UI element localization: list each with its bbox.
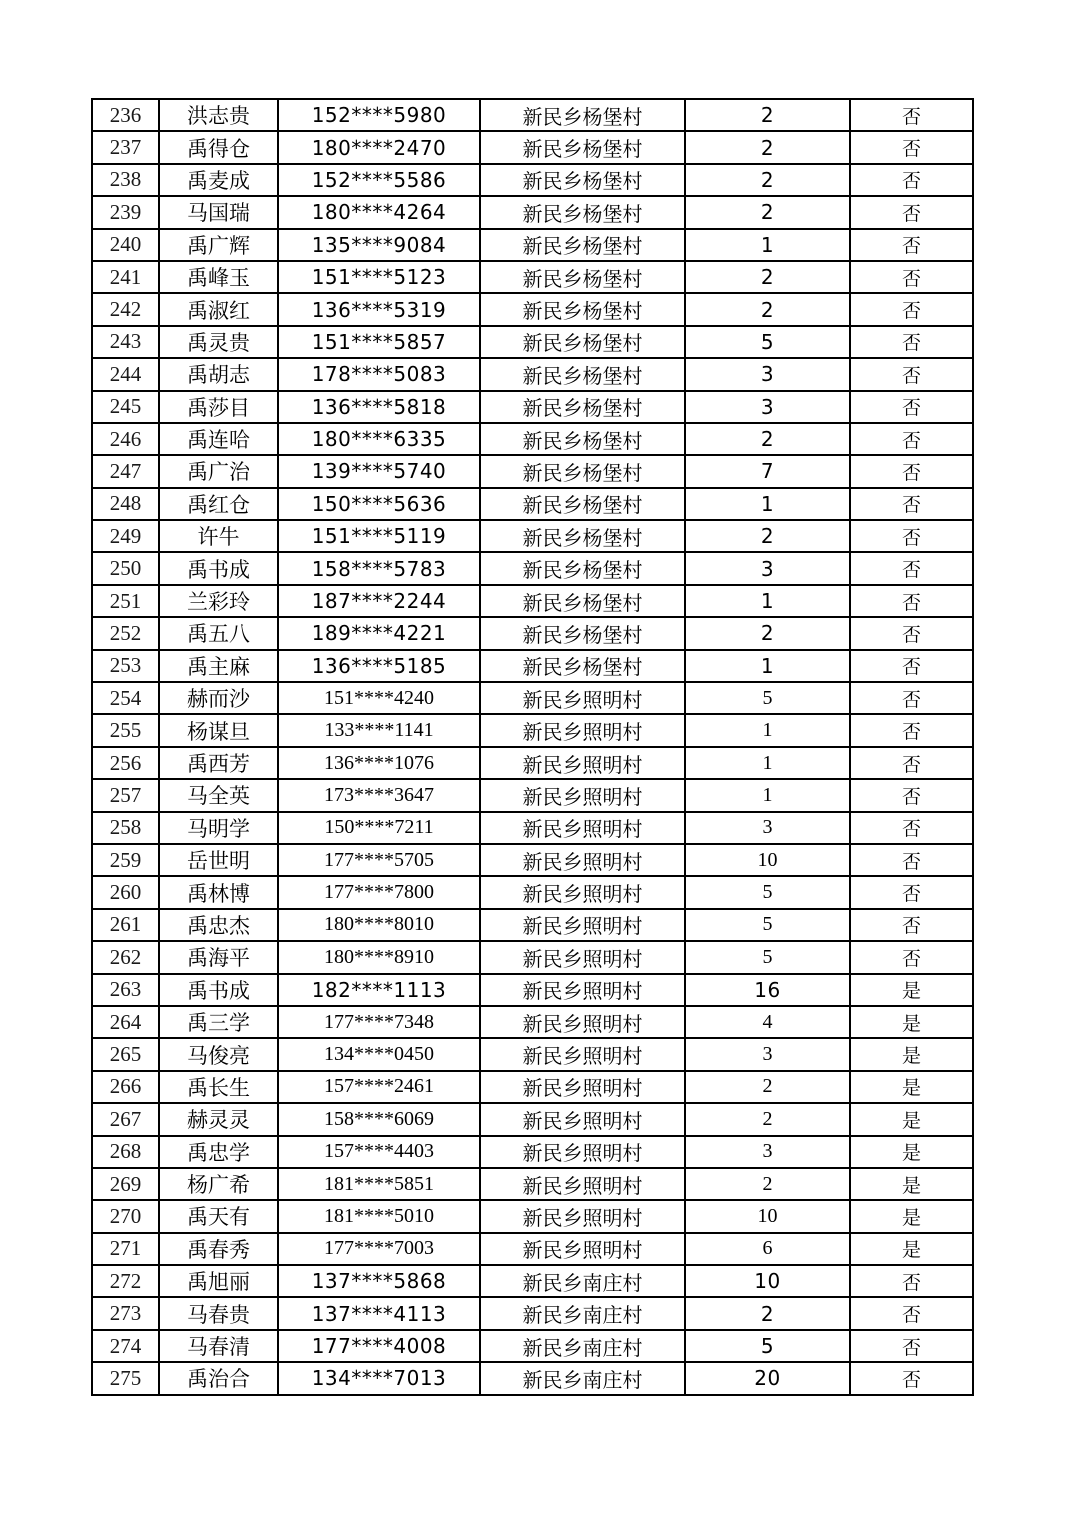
- table-row: [92, 1233, 973, 1265]
- cell-count: 5: [685, 941, 850, 973]
- cell-count: 1: [685, 650, 850, 682]
- cell-person-name: 禹连哈: [159, 423, 278, 455]
- cell-row-number: 254: [92, 682, 159, 714]
- table-row: [92, 293, 973, 325]
- cell-village: 新民乡照明村: [480, 1233, 685, 1265]
- cell-flag: 否: [850, 941, 973, 973]
- cell-row-number: 267: [92, 1103, 159, 1135]
- cell-flag: 否: [850, 326, 973, 358]
- roster-table: [91, 98, 974, 1396]
- cell-flag: 是: [850, 974, 973, 1006]
- cell-flag: 否: [850, 779, 973, 811]
- cell-village: 新民乡杨堡村: [480, 99, 685, 131]
- cell-flag: 是: [850, 1038, 973, 1070]
- cell-person-name: 禹旭丽: [159, 1265, 278, 1297]
- cell-flag: 否: [850, 876, 973, 908]
- table-body: [92, 99, 973, 1395]
- cell-count: 3: [685, 391, 850, 423]
- cell-phone-number: 150****5636: [278, 488, 480, 520]
- cell-village: 新民乡杨堡村: [480, 131, 685, 163]
- cell-person-name: 禹得仓: [159, 131, 278, 163]
- cell-village: 新民乡照明村: [480, 714, 685, 746]
- cell-count: 1: [685, 585, 850, 617]
- cell-phone-number: 136****5818: [278, 391, 480, 423]
- cell-count: 16: [685, 974, 850, 1006]
- cell-phone-number: 134****0450: [278, 1038, 480, 1070]
- cell-person-name: 禹春秀: [159, 1233, 278, 1265]
- cell-count: 6: [685, 1233, 850, 1265]
- cell-row-number: 240: [92, 229, 159, 261]
- table-row: [92, 779, 973, 811]
- cell-village: 新民乡照明村: [480, 1038, 685, 1070]
- cell-flag: 否: [850, 714, 973, 746]
- cell-row-number: 257: [92, 779, 159, 811]
- cell-person-name: 禹淑红: [159, 293, 278, 325]
- cell-count: 3: [685, 1038, 850, 1070]
- cell-village: 新民乡杨堡村: [480, 617, 685, 649]
- cell-flag: 否: [850, 391, 973, 423]
- cell-phone-number: 177****7003: [278, 1233, 480, 1265]
- cell-flag: 否: [850, 747, 973, 779]
- cell-flag: 否: [850, 617, 973, 649]
- cell-row-number: 260: [92, 876, 159, 908]
- cell-row-number: 245: [92, 391, 159, 423]
- cell-count: 2: [685, 520, 850, 552]
- cell-count: 1: [685, 488, 850, 520]
- cell-phone-number: 181****5851: [278, 1168, 480, 1200]
- cell-row-number: 252: [92, 617, 159, 649]
- cell-village: 新民乡南庄村: [480, 1362, 685, 1394]
- cell-village: 新民乡杨堡村: [480, 196, 685, 228]
- cell-count: 2: [685, 1168, 850, 1200]
- cell-row-number: 241: [92, 261, 159, 293]
- cell-person-name: 禹忠杰: [159, 909, 278, 941]
- cell-flag: 否: [850, 293, 973, 325]
- cell-person-name: 马全英: [159, 779, 278, 811]
- cell-row-number: 263: [92, 974, 159, 1006]
- cell-row-number: 251: [92, 585, 159, 617]
- cell-person-name: 禹莎目: [159, 391, 278, 423]
- cell-row-number: 270: [92, 1200, 159, 1232]
- cell-row-number: 259: [92, 844, 159, 876]
- cell-count: 2: [685, 1071, 850, 1103]
- table-row: [92, 164, 973, 196]
- cell-row-number: 271: [92, 1233, 159, 1265]
- cell-flag: 否: [850, 1330, 973, 1362]
- cell-count: 5: [685, 1330, 850, 1362]
- cell-phone-number: 135****9084: [278, 229, 480, 261]
- cell-flag: 否: [850, 196, 973, 228]
- cell-village: 新民乡南庄村: [480, 1265, 685, 1297]
- table-row: [92, 131, 973, 163]
- cell-person-name: 禹天有: [159, 1200, 278, 1232]
- cell-phone-number: 151****5857: [278, 326, 480, 358]
- table-row: [92, 1071, 973, 1103]
- cell-phone-number: 151****5123: [278, 261, 480, 293]
- cell-count: 1: [685, 747, 850, 779]
- cell-village: 新民乡杨堡村: [480, 261, 685, 293]
- cell-count: 3: [685, 812, 850, 844]
- cell-row-number: 275: [92, 1362, 159, 1394]
- cell-person-name: 杨广希: [159, 1168, 278, 1200]
- table-row: [92, 1265, 973, 1297]
- cell-person-name: 禹三学: [159, 1006, 278, 1038]
- cell-person-name: 禹胡志: [159, 358, 278, 390]
- cell-flag: 否: [850, 1362, 973, 1394]
- cell-person-name: 洪志贵: [159, 99, 278, 131]
- cell-flag: 是: [850, 1006, 973, 1038]
- cell-row-number: 238: [92, 164, 159, 196]
- cell-village: 新民乡杨堡村: [480, 552, 685, 584]
- cell-count: 2: [685, 1103, 850, 1135]
- table-row: [92, 358, 973, 390]
- table-row: [92, 1168, 973, 1200]
- cell-person-name: 禹忠学: [159, 1136, 278, 1168]
- cell-person-name: 禹广辉: [159, 229, 278, 261]
- cell-count: 2: [685, 293, 850, 325]
- cell-count: 5: [685, 682, 850, 714]
- cell-flag: 是: [850, 1103, 973, 1135]
- cell-row-number: 244: [92, 358, 159, 390]
- cell-row-number: 250: [92, 552, 159, 584]
- cell-village: 新民乡杨堡村: [480, 293, 685, 325]
- table-row: [92, 1136, 973, 1168]
- cell-count: 1: [685, 229, 850, 261]
- table-row: [92, 261, 973, 293]
- table-row: [92, 488, 973, 520]
- cell-person-name: 禹西芳: [159, 747, 278, 779]
- cell-person-name: 禹治合: [159, 1362, 278, 1394]
- cell-person-name: 许牛: [159, 520, 278, 552]
- cell-count: 2: [685, 131, 850, 163]
- cell-row-number: 242: [92, 293, 159, 325]
- cell-person-name: 赫而沙: [159, 682, 278, 714]
- cell-flag: 否: [850, 682, 973, 714]
- cell-person-name: 禹红仓: [159, 488, 278, 520]
- table-row: [92, 455, 973, 487]
- cell-phone-number: 158****6069: [278, 1103, 480, 1135]
- cell-phone-number: 137****4113: [278, 1297, 480, 1329]
- cell-flag: 是: [850, 1200, 973, 1232]
- cell-flag: 否: [850, 909, 973, 941]
- cell-flag: 是: [850, 1233, 973, 1265]
- cell-row-number: 269: [92, 1168, 159, 1200]
- cell-village: 新民乡杨堡村: [480, 423, 685, 455]
- cell-count: 2: [685, 164, 850, 196]
- cell-phone-number: 181****5010: [278, 1200, 480, 1232]
- cell-village: 新民乡照明村: [480, 779, 685, 811]
- table-row: [92, 812, 973, 844]
- cell-phone-number: 180****8010: [278, 909, 480, 941]
- cell-village: 新民乡照明村: [480, 844, 685, 876]
- cell-person-name: 马明学: [159, 812, 278, 844]
- table-row: [92, 520, 973, 552]
- table-row: [92, 617, 973, 649]
- cell-village: 新民乡杨堡村: [480, 358, 685, 390]
- cell-phone-number: 137****5868: [278, 1265, 480, 1297]
- cell-village: 新民乡杨堡村: [480, 229, 685, 261]
- cell-flag: 否: [850, 358, 973, 390]
- cell-phone-number: 189****4221: [278, 617, 480, 649]
- cell-row-number: 256: [92, 747, 159, 779]
- cell-phone-number: 134****7013: [278, 1362, 480, 1394]
- cell-count: 5: [685, 876, 850, 908]
- cell-person-name: 马春清: [159, 1330, 278, 1362]
- cell-person-name: 马俊亮: [159, 1038, 278, 1070]
- cell-count: 2: [685, 196, 850, 228]
- cell-count: 4: [685, 1006, 850, 1038]
- cell-flag: 否: [850, 552, 973, 584]
- cell-phone-number: 152****5980: [278, 99, 480, 131]
- table-row: [92, 196, 973, 228]
- cell-row-number: 261: [92, 909, 159, 941]
- cell-phone-number: 157****2461: [278, 1071, 480, 1103]
- cell-person-name: 岳世明: [159, 844, 278, 876]
- cell-row-number: 264: [92, 1006, 159, 1038]
- cell-count: 7: [685, 455, 850, 487]
- cell-flag: 否: [850, 1297, 973, 1329]
- table-row: [92, 714, 973, 746]
- cell-count: 5: [685, 909, 850, 941]
- cell-phone-number: 136****1076: [278, 747, 480, 779]
- cell-flag: 是: [850, 1136, 973, 1168]
- table-row: [92, 423, 973, 455]
- cell-village: 新民乡照明村: [480, 909, 685, 941]
- cell-person-name: 禹五八: [159, 617, 278, 649]
- cell-row-number: 273: [92, 1297, 159, 1329]
- cell-flag: 否: [850, 455, 973, 487]
- cell-count: 2: [685, 423, 850, 455]
- cell-village: 新民乡杨堡村: [480, 650, 685, 682]
- cell-count: 20: [685, 1362, 850, 1394]
- table-row: [92, 229, 973, 261]
- cell-phone-number: 182****1113: [278, 974, 480, 1006]
- table-row: [92, 1038, 973, 1070]
- cell-count: 2: [685, 1297, 850, 1329]
- cell-person-name: 马国瑞: [159, 196, 278, 228]
- cell-village: 新民乡杨堡村: [480, 488, 685, 520]
- table-row: [92, 1330, 973, 1362]
- cell-row-number: 248: [92, 488, 159, 520]
- cell-count: 1: [685, 714, 850, 746]
- cell-flag: 否: [850, 844, 973, 876]
- cell-village: 新民乡杨堡村: [480, 326, 685, 358]
- cell-phone-number: 151****4240: [278, 682, 480, 714]
- cell-flag: 是: [850, 1071, 973, 1103]
- cell-phone-number: 180****4264: [278, 196, 480, 228]
- cell-phone-number: 178****5083: [278, 358, 480, 390]
- cell-row-number: 236: [92, 99, 159, 131]
- cell-phone-number: 180****2470: [278, 131, 480, 163]
- cell-flag: 否: [850, 423, 973, 455]
- table-row: [92, 747, 973, 779]
- cell-phone-number: 139****5740: [278, 455, 480, 487]
- cell-village: 新民乡照明村: [480, 812, 685, 844]
- cell-flag: 否: [850, 812, 973, 844]
- cell-row-number: 266: [92, 1071, 159, 1103]
- cell-person-name: 禹书成: [159, 552, 278, 584]
- cell-row-number: 237: [92, 131, 159, 163]
- cell-village: 新民乡照明村: [480, 1136, 685, 1168]
- cell-village: 新民乡照明村: [480, 682, 685, 714]
- table-row: [92, 974, 973, 1006]
- table-row: [92, 1297, 973, 1329]
- cell-phone-number: 152****5586: [278, 164, 480, 196]
- table-row: [92, 585, 973, 617]
- cell-phone-number: 180****6335: [278, 423, 480, 455]
- cell-row-number: 255: [92, 714, 159, 746]
- cell-row-number: 249: [92, 520, 159, 552]
- cell-count: 3: [685, 1136, 850, 1168]
- cell-flag: 否: [850, 520, 973, 552]
- cell-person-name: 禹林博: [159, 876, 278, 908]
- cell-row-number: 243: [92, 326, 159, 358]
- cell-person-name: 兰彩玲: [159, 585, 278, 617]
- cell-phone-number: 173****3647: [278, 779, 480, 811]
- cell-flag: 否: [850, 99, 973, 131]
- table-row: [92, 682, 973, 714]
- cell-village: 新民乡杨堡村: [480, 585, 685, 617]
- cell-village: 新民乡杨堡村: [480, 391, 685, 423]
- cell-count: 10: [685, 1200, 850, 1232]
- cell-flag: 否: [850, 488, 973, 520]
- table-row: [92, 552, 973, 584]
- cell-row-number: 239: [92, 196, 159, 228]
- table-row: [92, 650, 973, 682]
- cell-village: 新民乡照明村: [480, 1168, 685, 1200]
- cell-phone-number: 136****5319: [278, 293, 480, 325]
- cell-count: 2: [685, 617, 850, 649]
- cell-phone-number: 136****5185: [278, 650, 480, 682]
- table-row: [92, 909, 973, 941]
- table-row: [92, 941, 973, 973]
- cell-phone-number: 177****5705: [278, 844, 480, 876]
- cell-village: 新民乡照明村: [480, 1071, 685, 1103]
- cell-count: 10: [685, 1265, 850, 1297]
- cell-row-number: 246: [92, 423, 159, 455]
- table-row: [92, 1103, 973, 1135]
- cell-person-name: 禹海平: [159, 941, 278, 973]
- table-row: [92, 1006, 973, 1038]
- cell-phone-number: 133****1141: [278, 714, 480, 746]
- cell-village: 新民乡照明村: [480, 1006, 685, 1038]
- table-row: [92, 326, 973, 358]
- cell-row-number: 265: [92, 1038, 159, 1070]
- cell-flag: 否: [850, 261, 973, 293]
- cell-person-name: 禹麦成: [159, 164, 278, 196]
- table-row: [92, 844, 973, 876]
- cell-phone-number: 151****5119: [278, 520, 480, 552]
- cell-phone-number: 157****4403: [278, 1136, 480, 1168]
- cell-phone-number: 177****4008: [278, 1330, 480, 1362]
- cell-person-name: 禹峰玉: [159, 261, 278, 293]
- cell-person-name: 赫灵灵: [159, 1103, 278, 1135]
- table-row: [92, 876, 973, 908]
- cell-person-name: 禹长生: [159, 1071, 278, 1103]
- cell-village: 新民乡照明村: [480, 941, 685, 973]
- cell-flag: 否: [850, 164, 973, 196]
- cell-flag: 否: [850, 1265, 973, 1297]
- cell-phone-number: 187****2244: [278, 585, 480, 617]
- cell-count: 5: [685, 326, 850, 358]
- cell-row-number: 247: [92, 455, 159, 487]
- cell-row-number: 258: [92, 812, 159, 844]
- cell-count: 2: [685, 99, 850, 131]
- cell-village: 新民乡照明村: [480, 974, 685, 1006]
- cell-row-number: 268: [92, 1136, 159, 1168]
- cell-phone-number: 177****7348: [278, 1006, 480, 1038]
- table-row: [92, 99, 973, 131]
- cell-person-name: 禹广治: [159, 455, 278, 487]
- table-row: [92, 1362, 973, 1394]
- cell-village: 新民乡照明村: [480, 747, 685, 779]
- cell-phone-number: 158****5783: [278, 552, 480, 584]
- cell-village: 新民乡杨堡村: [480, 164, 685, 196]
- cell-village: 新民乡照明村: [480, 876, 685, 908]
- cell-flag: 否: [850, 585, 973, 617]
- cell-count: 2: [685, 261, 850, 293]
- cell-count: 10: [685, 844, 850, 876]
- cell-flag: 否: [850, 229, 973, 261]
- cell-flag: 否: [850, 131, 973, 163]
- cell-person-name: 杨谋旦: [159, 714, 278, 746]
- cell-person-name: 禹主麻: [159, 650, 278, 682]
- cell-village: 新民乡杨堡村: [480, 520, 685, 552]
- cell-village: 新民乡南庄村: [480, 1330, 685, 1362]
- cell-phone-number: 180****8910: [278, 941, 480, 973]
- table-row: [92, 1200, 973, 1232]
- cell-row-number: 253: [92, 650, 159, 682]
- cell-village: 新民乡杨堡村: [480, 455, 685, 487]
- cell-row-number: 272: [92, 1265, 159, 1297]
- cell-row-number: 262: [92, 941, 159, 973]
- cell-count: 3: [685, 358, 850, 390]
- cell-flag: 否: [850, 650, 973, 682]
- cell-village: 新民乡照明村: [480, 1200, 685, 1232]
- cell-count: 1: [685, 779, 850, 811]
- cell-count: 3: [685, 552, 850, 584]
- cell-person-name: 禹灵贵: [159, 326, 278, 358]
- cell-village: 新民乡南庄村: [480, 1297, 685, 1329]
- table-row: [92, 391, 973, 423]
- cell-phone-number: 177****7800: [278, 876, 480, 908]
- cell-village: 新民乡照明村: [480, 1103, 685, 1135]
- cell-flag: 是: [850, 1168, 973, 1200]
- cell-phone-number: 150****7211: [278, 812, 480, 844]
- cell-row-number: 274: [92, 1330, 159, 1362]
- cell-person-name: 马春贵: [159, 1297, 278, 1329]
- cell-person-name: 禹书成: [159, 974, 278, 1006]
